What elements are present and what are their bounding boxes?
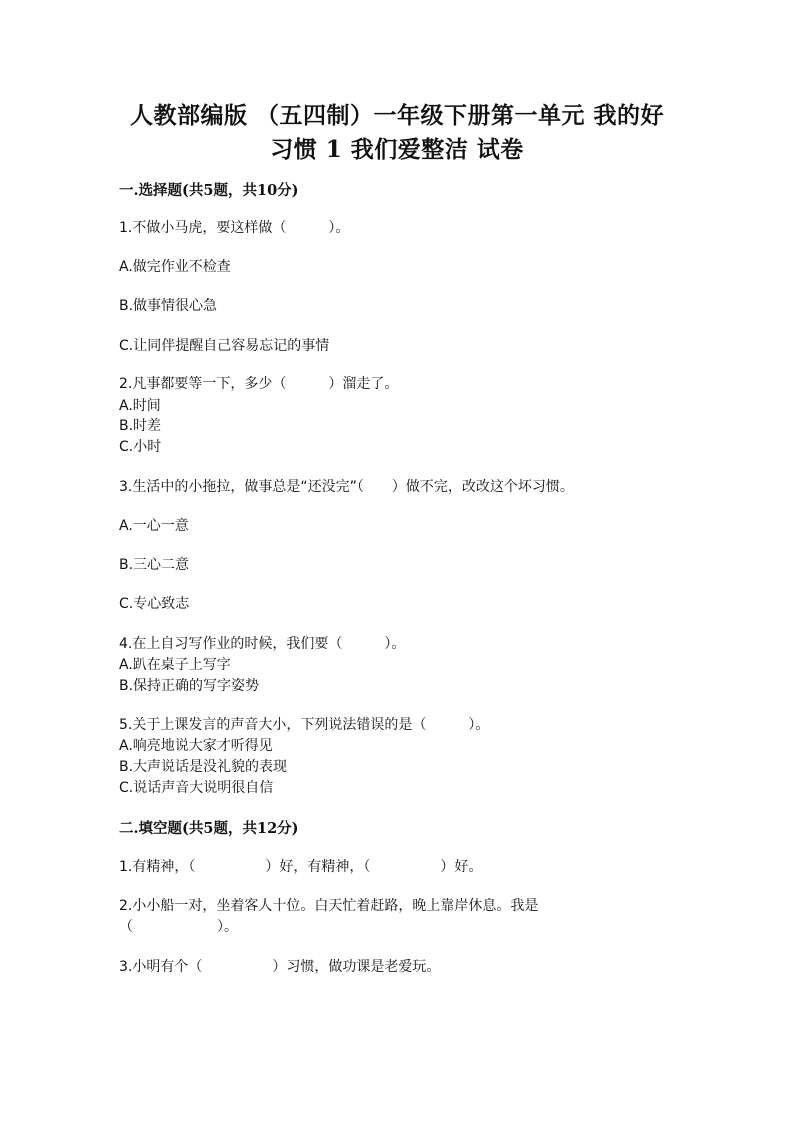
page-title-line-2: 习惯 1 我们爱整洁 试卷 xyxy=(270,136,524,163)
question-stem: 2.凡事都要等一下，多少（ ）溜走了。 xyxy=(119,376,399,392)
question-option: C.专心致志 xyxy=(119,596,190,612)
question-option: C.小时 xyxy=(119,439,162,455)
question-option: C.说话声音大说明很自信 xyxy=(119,780,274,796)
question-option: B.大声说话是没礼貌的表现 xyxy=(119,759,288,775)
question-option: A.响亮地说大家才听得见 xyxy=(119,738,273,754)
question-stem: 4.在上自习写作业的时候，我们要（ ）。 xyxy=(119,636,406,652)
question-option: A.时间 xyxy=(119,398,161,414)
question-option: C.让同伴提醒自己容易忘记的事情 xyxy=(119,338,330,354)
question-option: A.趴在桌子上写字 xyxy=(119,657,231,673)
question-continuation: （ ）。 xyxy=(119,919,238,935)
question-stem: 1.有精神，（ ）好，有精神，（ ）好。 xyxy=(119,859,483,875)
section-heading-fill-blank: 二.填空题(共5题，共12分) xyxy=(119,820,299,837)
question-option: B.保持正确的写字姿势 xyxy=(119,678,260,694)
question-stem: 1.不做小马虎，要这样做（ ）。 xyxy=(119,220,350,236)
question-stem: 5.关于上课发言的声音大小，下列说法错误的是（ ）。 xyxy=(119,717,490,733)
question-option: B.做事情很心急 xyxy=(119,298,218,314)
question-stem: 2.小小船一对，坐着客人十位。白天忙着赶路，晚上靠岸休息。我是 xyxy=(119,898,539,914)
question-option: B.时差 xyxy=(119,418,162,434)
section-heading-choice: 一.选择题(共5题，共10分) xyxy=(119,182,299,199)
question-stem: 3.小明有个（ ）习惯，做功课是老爱玩。 xyxy=(119,959,441,975)
page-title-line-1: 人教部编版 （五四制）一年级下册第一单元 我的好 xyxy=(129,102,664,129)
question-stem: 3.生活中的小拖拉，做事总是“还没完”（ ）做不完，改改这个坏习惯。 xyxy=(119,479,574,495)
question-option: B.三心二意 xyxy=(119,557,190,573)
question-option: A.一心一意 xyxy=(119,518,189,534)
question-option: A.做完作业不检查 xyxy=(119,259,231,275)
